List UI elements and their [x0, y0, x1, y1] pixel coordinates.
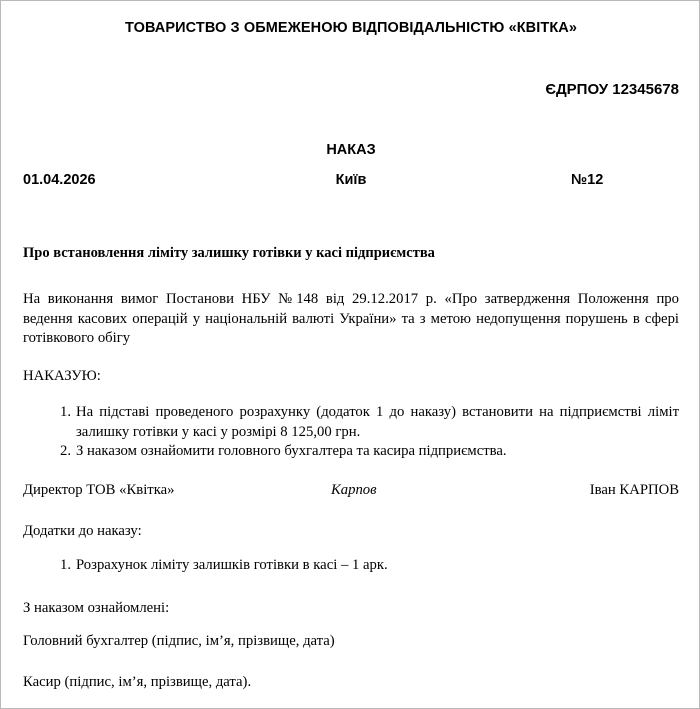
- signatory-name: Іван КАРПОВ: [589, 482, 679, 498]
- order-item: [23, 442, 679, 462]
- order-verb: НАКАЗУЮ:: [23, 368, 101, 384]
- signatory-title: Директор ТОВ «Квітка»: [23, 482, 175, 498]
- organization-name: ТОВАРИСТВО З ОБМЕЖЕНОЮ ВІДПОВІДАЛЬНІСТЮ «КВІТКА»: [124, 20, 578, 36]
- attachment-item-marker: 1.: [59, 557, 71, 573]
- document-city: Київ: [335, 172, 367, 188]
- acknowledgement-line-cashier: Касир (підпис, ім’я, прізвище, дата).: [23, 674, 252, 690]
- order-item-marker: 1.: [59, 404, 71, 420]
- order-items-list: [23, 403, 679, 462]
- order-item-text: З наказом ознайомити головного бухгалтера та касира підприємства.: [76, 443, 507, 460]
- order-item: [23, 403, 679, 442]
- document-meta-row: [23, 172, 679, 190]
- document-number: №12: [571, 172, 604, 188]
- acknowledgement-title: З наказом ознайомлені:: [23, 600, 170, 616]
- document-date: 01.04.2026: [23, 172, 96, 188]
- attachments-title: Додатки до наказу:: [23, 523, 142, 539]
- order-item-marker: 2.: [59, 443, 71, 460]
- signature-row: [23, 482, 679, 502]
- edrpou-code: ЄДРПОУ 12345678: [545, 81, 679, 98]
- attachment-item: [23, 556, 679, 576]
- order-item-text: На підставі проведеного розрахунку (додаток 1 до наказу) встановити на підприємстві ліміт залишку готівки у касі у розмірі 8 125,00 грн.: [76, 404, 679, 440]
- document-kind-heading: НАКАЗ: [326, 142, 376, 158]
- acknowledgement-line-accountant: Головний бухгалтер (підпис, ім’я, прізвище, дата): [23, 633, 335, 649]
- signature-mark: Карпов: [331, 482, 377, 498]
- preamble-paragraph: На виконання вимог Постанови НБУ №148 від 29.12.2017 р. «Про затвердження Положення про ведення касових операцій у національній валюті України» та з метою недопущення порушень в сфері готівкового обігу: [23, 291, 679, 347]
- attachment-item-text: Розрахунок ліміту залишків готівки в касі – 1 арк.: [76, 557, 388, 573]
- document-subject: Про встановлення ліміту залишку готівки у касі підприємства: [23, 245, 435, 261]
- attachments-list: [23, 556, 679, 576]
